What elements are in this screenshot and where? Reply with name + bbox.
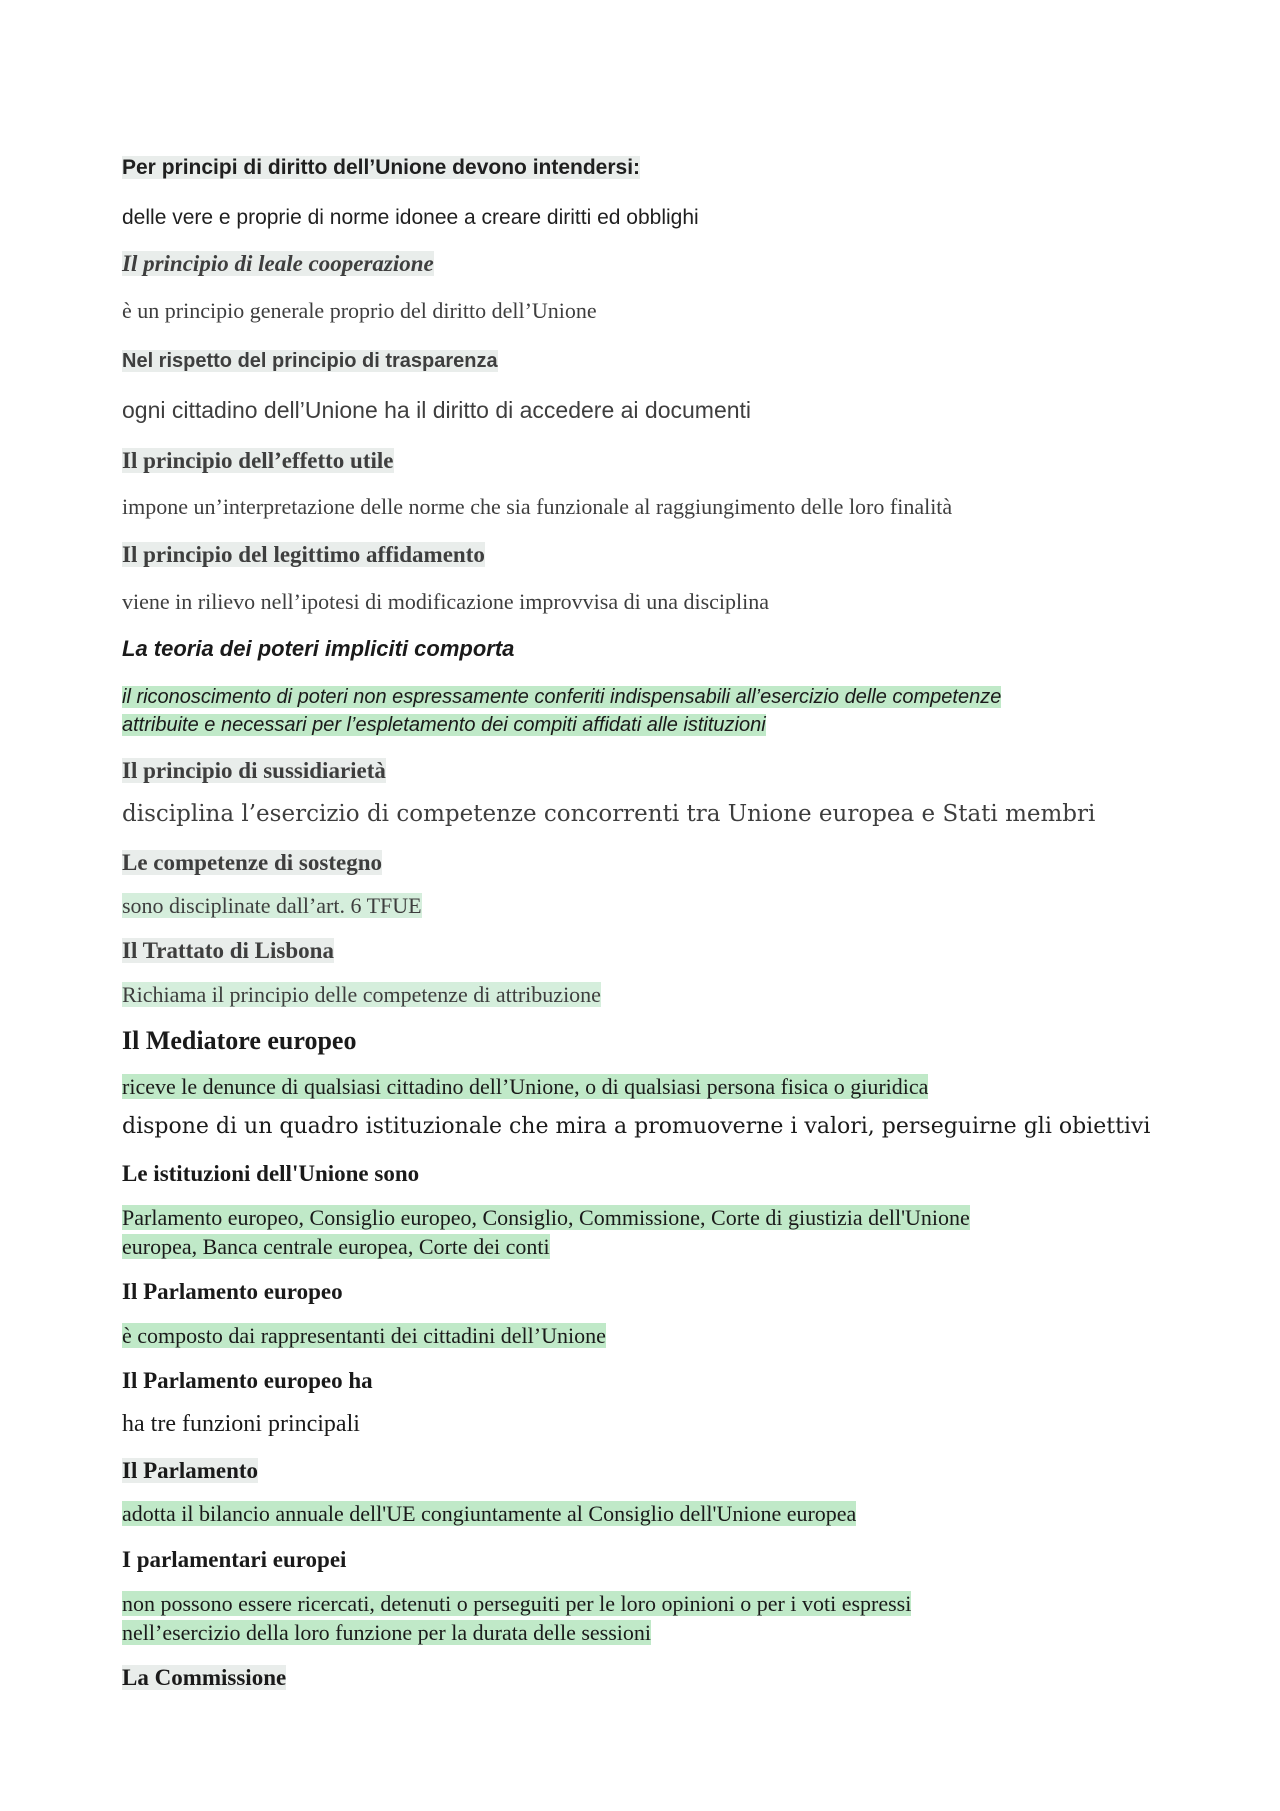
answer-text: delle vere e proprie di norme idonee a creare diritti ed obblighi (122, 206, 699, 229)
answer-text: Richiama il principio delle competenze di attribuzione (122, 982, 601, 1007)
answer-text: disciplina l’esercizio di competenze concorrenti tra Unione europea e Stati membri (122, 801, 1096, 827)
question-text: Nel rispetto del principio di trasparenza (122, 350, 498, 372)
question-text: Le istituzioni dell'Unione sono (122, 1161, 420, 1186)
question-text: La teoria dei poteri impliciti comporta (122, 636, 515, 661)
question-text: Il principio del legittimo affidamento (122, 542, 485, 567)
question-text: Il principio di sussidiarietà (122, 758, 386, 783)
answer-text: nell’esercizio della loro funzione per la durata delle sessioni (122, 1620, 652, 1645)
answer-text: il riconoscimento di poteri non espressamente conferiti indispensabili all’esercizio delle competenze (122, 686, 1002, 708)
answer-text: attribuite e necessari per l’espletamento dei compiti affidati alle istituzioni (122, 714, 766, 736)
answer-text: adotta il bilancio annuale dell'UE congiuntamente al Consiglio dell'Unione europea (122, 1501, 857, 1526)
answer-text: è composto dai rappresentanti dei cittadini dell’Unione (122, 1323, 606, 1348)
question-text: Per principi di diritto dell’Unione devono intendersi: (122, 156, 641, 179)
question-text: Il Parlamento europeo (122, 1279, 343, 1304)
question-text: La Commissione (122, 1665, 287, 1690)
question-text: Il Mediatore europeo (122, 1026, 357, 1055)
answer-text: non possono essere ricercati, detenuti o perseguiti per le loro opinioni o per i voti espressi (122, 1591, 912, 1616)
answer-text: dispone di un quadro istituzionale che mira a promuoverne i valori, perseguirne gli obiettivi (122, 1114, 1151, 1139)
question-text: Il principio dell’effetto utile (122, 448, 394, 473)
answer-text: è un principio generale proprio del diritto dell’Unione (122, 298, 597, 323)
answer-text: riceve le denunce di qualsiasi cittadino dell’Unione, o di qualsiasi persona fisica o giuridica (122, 1074, 929, 1099)
question-text: Il principio di leale cooperazione (122, 251, 434, 276)
question-text: Le competenze di sostegno (122, 850, 382, 875)
answer-text: ha tre funzioni principali (122, 1411, 360, 1437)
answer-text: Parlamento europeo, Consiglio europeo, Consiglio, Commissione, Corte di giustizia dell'Unione (122, 1205, 970, 1230)
answer-text: europea, Banca centrale europea, Corte dei conti (122, 1234, 550, 1259)
question-text: I parlamentari europei (122, 1547, 347, 1572)
question-text: Il Parlamento europeo ha (122, 1368, 373, 1393)
question-text: Il Trattato di Lisbona (122, 938, 334, 963)
answer-text: impone un’interpretazione delle norme che sia funzionale al raggiungimento delle loro finalità (122, 494, 953, 519)
answer-text: viene in rilievo nell’ipotesi di modificazione improvvisa di una disciplina (122, 589, 770, 614)
question-text: Il Parlamento (122, 1458, 259, 1483)
answer-text: sono disciplinate dall’art. 6 TFUE (122, 893, 422, 918)
answer-text: ogni cittadino dell’Unione ha il diritto di accedere ai documenti (122, 397, 752, 423)
